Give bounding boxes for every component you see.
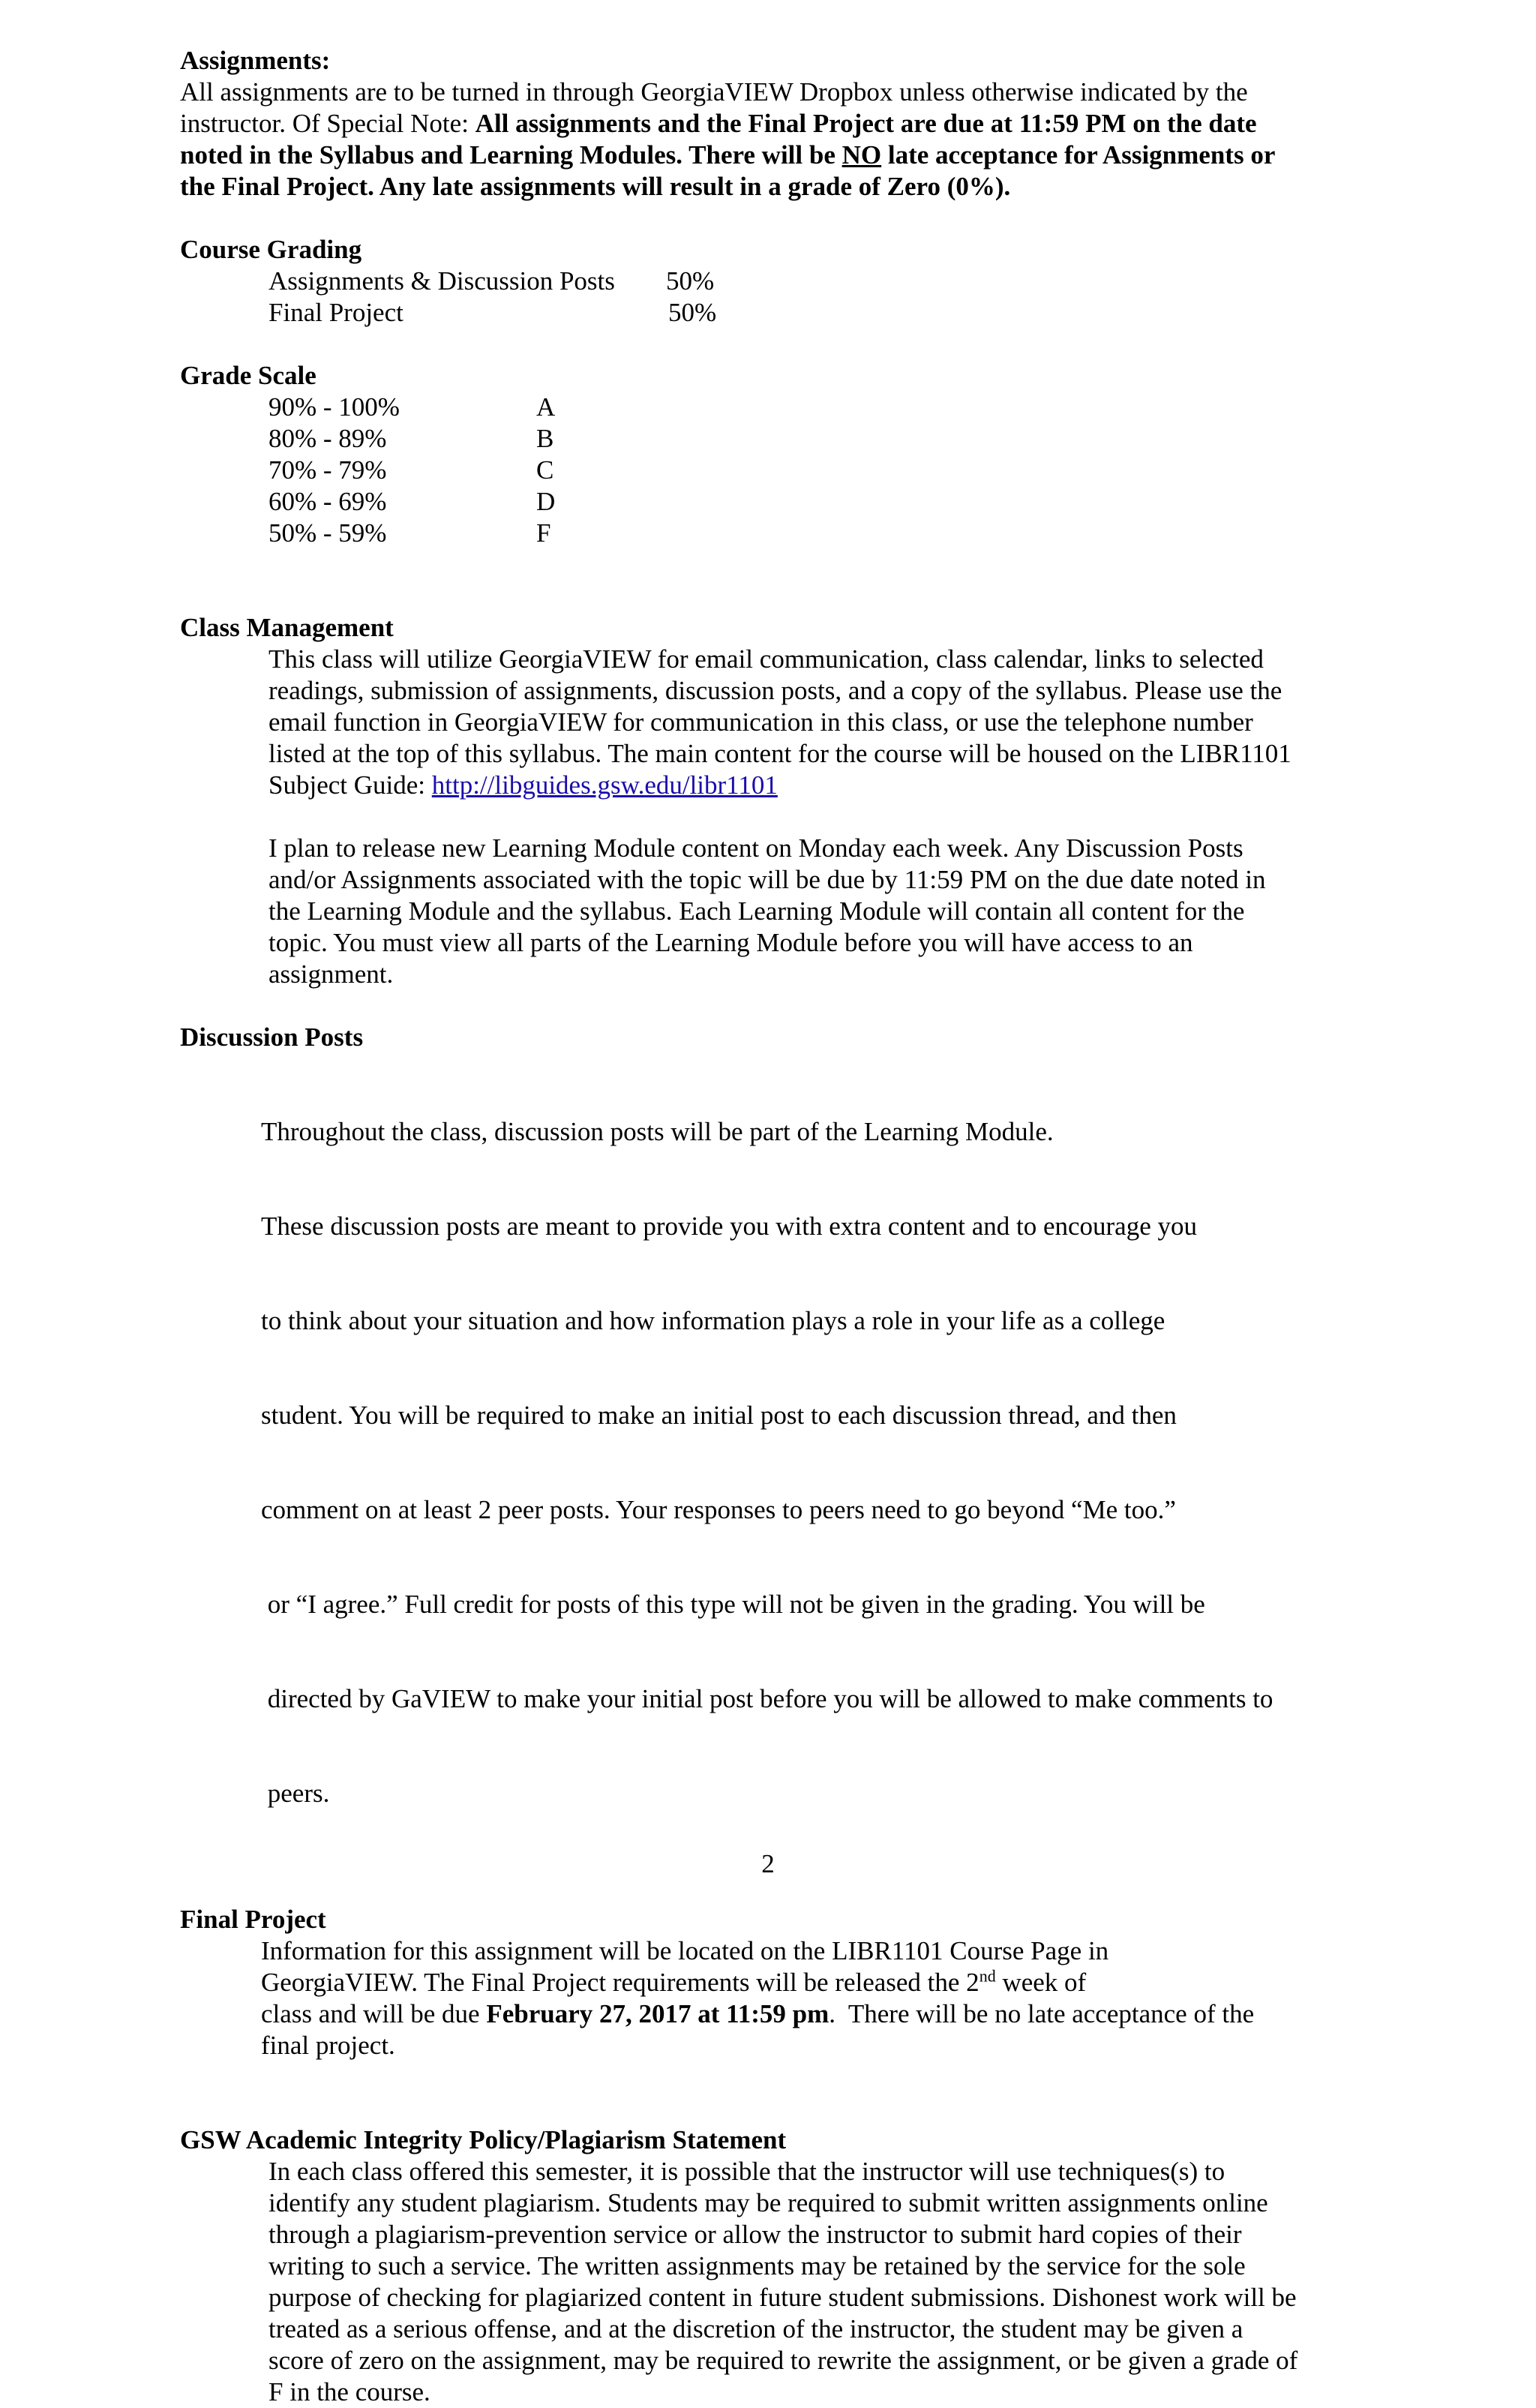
letter-grade: C <box>536 455 554 485</box>
class-management-line: and/or Assignments associated with the topic will be due by 11:59 PM on the due date noted in <box>268 865 1266 894</box>
assignments-text: instructor. Of Special Note: <box>180 109 476 138</box>
final-project-text: . There will be no late acceptance of the <box>829 1999 1255 2028</box>
grade-range: 90% - 100% <box>268 392 400 422</box>
due-date-bold: February 27, 2017 at 11:59 pm <box>486 1999 830 2028</box>
integrity-line: writing to such a service. The written assignments may be retained by the service for the sole <box>268 2251 1246 2280</box>
academic-integrity-body <box>268 2156 1365 2408</box>
final-project-text: week of <box>995 1968 1087 1997</box>
assignments-line <box>180 171 1365 203</box>
assignments-heading: Assignments: <box>180 46 331 75</box>
class-management-line <box>268 770 1365 801</box>
discussion-line: directed by GaVIEW to make your initial post before you will be allowed to make comments to <box>261 1684 1274 1713</box>
letter-grade: A <box>536 392 556 422</box>
grade-scale-row <box>268 423 1365 455</box>
class-management-line: the Learning Module and the syllabus. Each Learning Module will contain all content for the <box>268 896 1245 926</box>
assignments-line: All assignments are to be turned in through GeorgiaVIEW Dropbox unless otherwise indicated by the <box>180 77 1248 107</box>
no-underlined-text: NO <box>842 140 882 170</box>
class-management-line: readings, submission of assignments, discussion posts, and a copy of the syllabus. Please use the <box>268 676 1282 705</box>
integrity-line: In each class offered this semester, it is possible that the instructor will use techniques(s) to <box>268 2157 1226 2186</box>
grade-scale-row <box>268 486 1365 518</box>
assignments-bold-text: All assignments and the Final Project are due at 11:59 PM on the date <box>475 109 1257 138</box>
grade-scale-row <box>268 518 1365 549</box>
document-page <box>180 45 1365 2408</box>
class-management-line: topic. You must view all parts of the Learning Module before you will have access to an <box>268 928 1193 957</box>
discussion-line: comment on at least 2 peer posts. Your responses to peers need to go beyond “Me too.” <box>261 1495 1176 1524</box>
final-project-line <box>261 1967 1365 1998</box>
class-management-line: listed at the top of this syllabus. The main content for the course will be housed on the LIBR1101 <box>268 739 1292 768</box>
discussion-posts-heading: Discussion Posts <box>180 1022 364 1052</box>
letter-grade: B <box>536 424 554 453</box>
course-grading-heading: Course Grading <box>180 235 362 264</box>
final-project-section <box>180 1904 1365 2061</box>
discussion-line: These discussion posts are meant to provide you with extra content and to encourage you <box>261 1212 1198 1241</box>
discussion-line: peers. <box>261 1779 330 1808</box>
integrity-line: identify any student plagiarism. Students may be required to submit written assignments online <box>268 2188 1268 2217</box>
academic-integrity-heading: GSW Academic Integrity Policy/Plagiarism Statement <box>180 2125 787 2154</box>
grading-table <box>268 266 1365 329</box>
grade-range: 50% - 59% <box>268 518 387 548</box>
discussion-posts-body <box>261 1053 1365 1872</box>
integrity-line: through a plagiarism-prevention service or allow the instructor to submit hard copies of their <box>268 2220 1242 2249</box>
course-grading-section <box>180 234 1365 329</box>
grading-row <box>268 297 1365 329</box>
assignments-bold-text: the Final Project. Any late assignments will result in a grade of Zero (0%). <box>180 172 1011 201</box>
class-management-line: email function in GeorgiaVIEW for communication in this class, or use the telephone number <box>268 707 1253 737</box>
grade-scale-heading: Grade Scale <box>180 361 316 390</box>
class-management-body <box>268 644 1365 990</box>
letter-grade: F <box>536 518 551 548</box>
assignments-bold-text: noted in the Syllabus and Learning Modules. There will be <box>180 140 842 170</box>
grading-value: 50% <box>668 298 717 327</box>
final-project-line: final project. <box>261 2031 395 2060</box>
assignments-bold-text: late acceptance for Assignments or <box>881 140 1276 170</box>
class-management-line: This class will utilize GeorgiaVIEW for email communication, class calendar, links to selected <box>268 644 1264 674</box>
grading-label: Final Project <box>268 298 404 327</box>
grade-range: 70% - 79% <box>268 455 387 485</box>
assignments-line <box>180 108 1365 140</box>
assignments-section <box>180 45 1365 203</box>
integrity-line: purpose of checking for plagiarized content in future student submissions. Dishonest work will be <box>268 2283 1297 2312</box>
discussion-line: to think about your situation and how information plays a role in your life as a college <box>261 1306 1166 1335</box>
final-project-line: Information for this assignment will be located on the LIBR1101 Course Page in <box>261 1936 1109 1965</box>
academic-integrity-section <box>180 2124 1365 2408</box>
grade-range: 80% - 89% <box>268 424 387 453</box>
grade-scale-row <box>268 455 1365 486</box>
discussion-line: Throughout the class, discussion posts will be part of the Learning Module. <box>261 1117 1054 1146</box>
discussion-line: student. You will be required to make an initial post to each discussion thread, and then <box>261 1401 1177 1430</box>
discussion-line: or “I agree.” Full credit for posts of this type will not be given in the grading. You will be <box>261 1590 1205 1619</box>
grade-scale-section <box>180 360 1365 549</box>
final-project-body <box>261 1935 1365 2061</box>
grade-scale-row <box>268 392 1365 423</box>
subject-guide-link[interactable]: http://libguides.gsw.edu/libr1101 <box>431 770 778 800</box>
class-management-line: I plan to release new Learning Module content on Monday each week. Any Discussion Posts <box>268 833 1244 863</box>
grading-value: 50% <box>666 266 715 296</box>
final-project-heading: Final Project <box>180 1905 326 1934</box>
class-management-heading: Class Management <box>180 613 394 642</box>
ordinal-suffix: nd <box>979 1966 996 1986</box>
final-project-text: GeorgiaVIEW. The Final Project requirements will be released the 2 <box>261 1968 980 1997</box>
assignments-line <box>180 140 1365 171</box>
grade-scale-table <box>268 392 1365 549</box>
discussion-posts-section <box>180 1022 1365 1872</box>
subject-guide-label: Subject Guide: <box>268 770 432 800</box>
integrity-line: F in the course. <box>268 2377 430 2406</box>
final-project-text: class and will be due <box>261 1999 487 2028</box>
letter-grade: D <box>536 487 556 516</box>
page-number: 2 <box>761 1849 775 1878</box>
integrity-line: score of zero on the assignment, may be required to rewrite the assignment, or be given a grade of <box>268 2346 1298 2375</box>
grade-range: 60% - 69% <box>268 487 387 516</box>
class-management-line: assignment. <box>268 959 394 989</box>
grading-label: Assignments & Discussion Posts <box>268 266 615 296</box>
class-management-section <box>180 612 1365 990</box>
grading-row <box>268 266 1365 297</box>
integrity-line: treated as a serious offense, and at the discretion of the instructor, the student may be given a <box>268 2314 1244 2343</box>
final-project-line <box>261 1998 1365 2030</box>
